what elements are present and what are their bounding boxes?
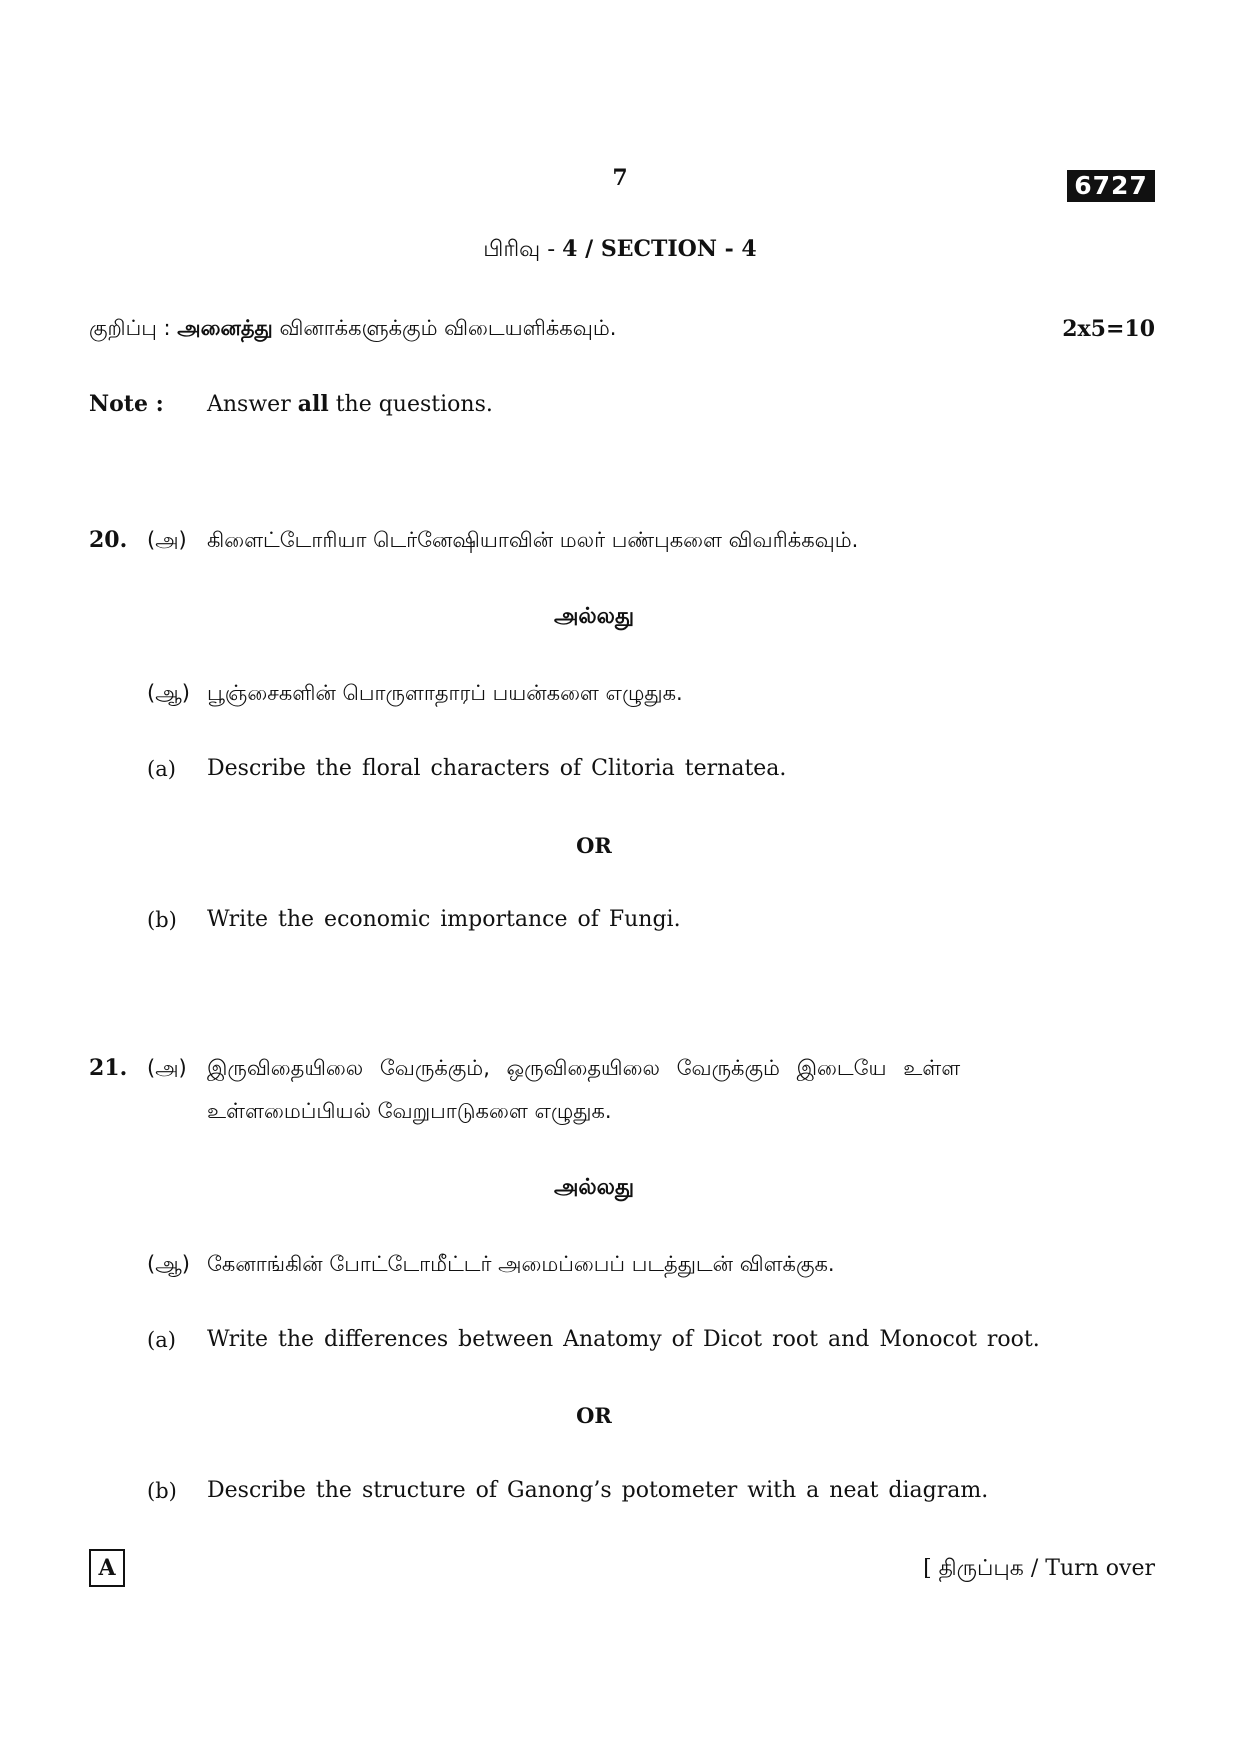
q21-tamil-a-text-line1: இருவிதையிலை வேருக்கும், ஒருவிதையிலை வேருக்கும் இடையே உள்ள [207, 1056, 961, 1080]
booklet-version-box: A [89, 1549, 125, 1587]
paper-code-badge: 6727 [1067, 170, 1155, 202]
turn-over-text: [ திருப்புக / Turn over [923, 1556, 1155, 1581]
q20-en-a-label: (a) [147, 757, 176, 781]
marks-allocation: 2x5=10 [1062, 316, 1155, 342]
instruction-tamil-label: குறிப்பு : [89, 316, 178, 340]
note-text-bold: all [297, 391, 329, 417]
note-text-pre: Answer [207, 392, 298, 417]
question-number-20: 20. [89, 527, 128, 553]
q21-tamil-a-label: (அ) [147, 1056, 187, 1080]
q20-tamil-b-text: பூஞ்சைகளின் பொருளாதாரப் பயன்களை எழுதுக. [207, 681, 683, 705]
q20-en-a-text: Describe the floral characters of Clitoria ternatea. [207, 756, 787, 781]
q21-tamil-or: அல்லது [553, 1175, 635, 1200]
section-title [0, 236, 1240, 265]
instruction-tamil-rest: வினாக்களுக்கும் விடையளிக்கவும். [272, 316, 617, 340]
q20-tamil-a-text: கிளைட்டோரியா டெர்னேஷியாவின் மலர் பண்புகளை விவரிக்கவும். [207, 528, 859, 552]
q20-en-b-label: (b) [147, 908, 177, 932]
instruction-tamil-bold: அனைத்து [177, 316, 273, 340]
q21-tamil-a-text-line2: உள்ளமைப்பியல் வேறுபாடுகளை எழுதுக. [207, 1099, 612, 1123]
note-text [207, 391, 493, 417]
q20-en-or: OR [576, 833, 612, 858]
q20-tamil-or: அல்லது [553, 604, 635, 629]
q21-tamil-b-label: (ஆ) [147, 1252, 190, 1276]
q21-en-a-label: (a) [147, 1328, 176, 1352]
section-title-tamil: பிரிவு - [483, 237, 563, 262]
q21-en-a-text: Write the differences between Anatomy of Dicot root and Monocot root. [207, 1327, 1040, 1352]
q20-en-b-text: Write the economic importance of Fungi. [207, 907, 681, 932]
section-title-english: 4 / SECTION - 4 [562, 236, 757, 262]
q21-tamil-b-text: கேனாங்கின் போட்டோமீட்டர் அமைப்பைப் படத்துடன் விளக்குக. [207, 1252, 835, 1276]
question-number-21: 21. [89, 1055, 128, 1081]
q21-en-b-label: (b) [147, 1479, 177, 1503]
q21-en-or: OR [576, 1403, 612, 1428]
q21-en-b-text: Describe the structure of Ganong’s potometer with a neat diagram. [207, 1478, 989, 1503]
page-number: 7 [612, 165, 628, 191]
note-text-post: the questions. [328, 392, 493, 417]
instruction-tamil [89, 316, 616, 343]
q20-tamil-b-label: (ஆ) [147, 681, 190, 705]
note-label: Note : [89, 391, 164, 417]
q20-tamil-a-label: (அ) [147, 528, 187, 552]
